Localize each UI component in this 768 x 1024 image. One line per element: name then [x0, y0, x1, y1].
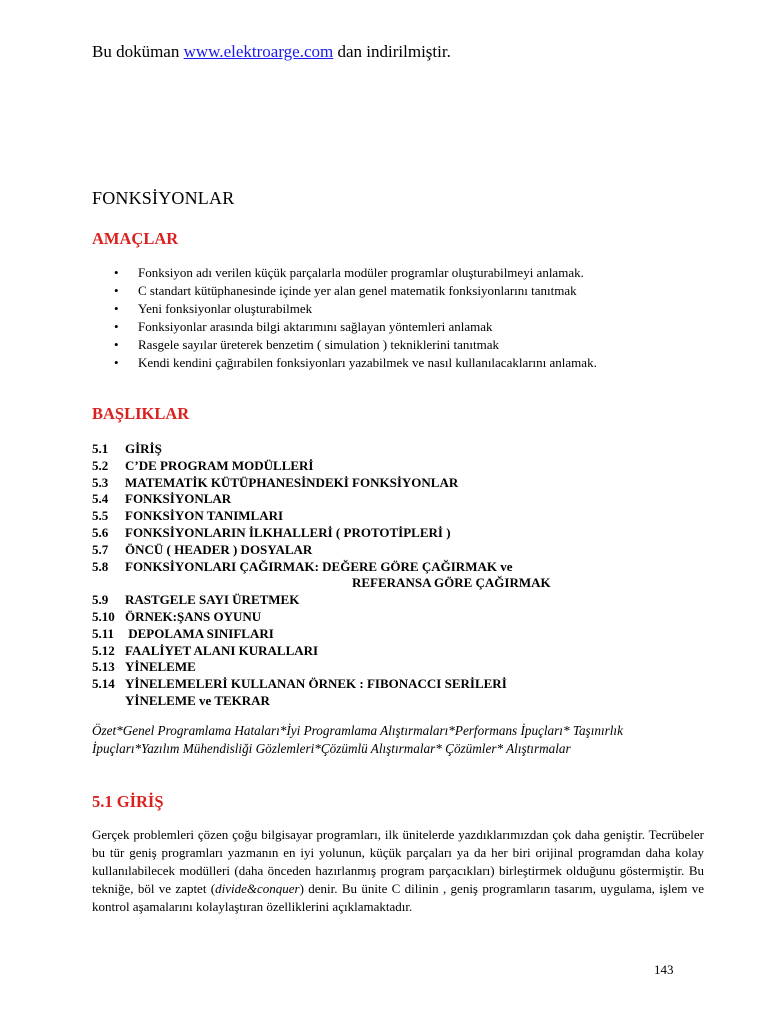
topic-row	[92, 643, 652, 660]
objective-item	[112, 354, 672, 372]
topic-title: YİNELEME	[125, 659, 196, 675]
source-prefix: Bu doküman	[92, 42, 184, 61]
objective-text: Kendi kendini çağırabilen fonksiyonları yazabilmek ve nasıl kullanılacaklarını anlamak.	[138, 355, 597, 370]
topic-number: 5.4	[92, 491, 109, 507]
source-line	[92, 42, 451, 62]
topic-row	[92, 592, 652, 609]
topic-title: FONKSİYONLARIN İLKHALLERİ ( PROTOTİPLERİ )	[125, 524, 451, 540]
intro-paragraph	[92, 826, 704, 916]
objective-text: Rasgele sayılar üreterek benzetim ( simulation ) tekniklerini tanıtmak	[138, 337, 499, 352]
bullet-icon: •	[114, 319, 119, 334]
topic-row	[92, 441, 652, 458]
objectives-heading: AMAÇLAR	[92, 229, 179, 248]
topic-number: 5.14	[92, 676, 115, 692]
topic-row	[92, 626, 652, 643]
intro-heading: 5.1 GİRİŞ	[92, 792, 164, 811]
topic-title: FONKSİYONLARI ÇAĞIRMAK: DEĞERE GÖRE ÇAĞIRMAK ve	[125, 558, 513, 574]
topic-continuation: REFERANSA GÖRE ÇAĞIRMAK	[352, 575, 551, 591]
intro-text-part2: ) denir. Bu ünite C dilinin , geniş programların tasarım, uygulama, işlem ve kontrol aşamalarını kolaylaştıran özelliklerini açıklamaktadır.	[92, 881, 704, 914]
objective-text: Fonksiyonlar arasında bilgi aktarımını sağlayan yöntemleri anlamak	[138, 319, 493, 334]
topic-row	[92, 508, 652, 525]
bullet-icon: •	[114, 337, 119, 352]
topic-row	[92, 491, 652, 508]
bullet-icon: •	[114, 283, 119, 298]
topic-row	[92, 475, 652, 492]
chapter-title: FONKSİYONLAR	[92, 188, 235, 208]
topic-number: 5.7	[92, 541, 109, 557]
bullet-icon: •	[114, 355, 119, 370]
topic-title: FAALİYET ALANI KURALLARI	[125, 642, 319, 658]
topic-number: 5.5	[92, 508, 109, 524]
topic-title: ÖRNEK:ŞANS OYUNU	[125, 608, 262, 624]
objectives-list	[112, 264, 672, 372]
intro-text-italic: divide&conquer	[215, 881, 300, 896]
objective-item	[112, 300, 672, 318]
topic-title: RASTGELE SAYI ÜRETMEK	[125, 592, 300, 608]
topic-continuation: YİNELEME ve TEKRAR	[125, 692, 270, 708]
topic-row	[92, 676, 652, 693]
topic-row	[92, 659, 652, 676]
objective-item	[112, 264, 672, 282]
bullet-icon: •	[114, 301, 119, 316]
topic-title: C’DE PROGRAM MODÜLLERİ	[125, 457, 314, 473]
topic-title: GİRİŞ	[125, 441, 162, 456]
topic-row	[92, 542, 652, 559]
topic-title: FONKSİYON TANIMLARI	[125, 508, 284, 524]
topic-number: 5.13	[92, 659, 115, 675]
topic-number: 5.6	[92, 524, 109, 540]
objective-text: C standart kütüphanesinde içinde yer alan genel matematik fonksiyonlarını tanıtmak	[138, 283, 577, 298]
topics-heading: BAŞLIKLAR	[92, 404, 190, 423]
objective-text: Yeni fonksiyonlar oluşturabilmek	[138, 301, 313, 316]
topic-title: FONKSİYONLAR	[125, 491, 232, 507]
topic-row	[92, 609, 652, 626]
topics-list	[92, 441, 652, 710]
topic-number: 5.1	[92, 441, 109, 456]
objective-text: Fonksiyon adı verilen küçük parçalarla modüler programlar oluşturabilmeyi anlamak.	[138, 265, 584, 280]
source-suffix: dan indirilmiştir.	[333, 42, 451, 61]
topic-number: 5.2	[92, 457, 109, 473]
objective-item	[112, 336, 672, 354]
topic-number: 5.12	[92, 642, 115, 658]
bullet-icon: •	[114, 265, 119, 280]
topic-number: 5.11	[92, 625, 115, 641]
topic-number: 5.10	[92, 608, 115, 624]
intro-text-part1: Gerçek problemleri çözen çoğu bilgisayar programları, ilk ünitelerde yazdıklarımızdan çok daha geniştir. Tecrübeler bu tür geniş programları yazmanın en iyi yolunun, küçük parçaları ya da her biri orijinal programdan daha kolay kullanılabilecek modülleri (daha önceden hazırlanmış program parçacıkları) birleştirmek olduğunu göstermiştir. Bu tekniğe, böl ve zaptet (	[92, 827, 704, 896]
topic-row	[92, 559, 652, 576]
objective-item	[112, 318, 672, 336]
topic-title: ÖNCÜ ( HEADER ) DOSYALAR	[125, 541, 313, 557]
summary-line: Özet*Genel Programlama Hataları*İyi Programlama Alıştırmaları*Performans İpuçları* Taşınırlık İpuçları*Yazılım Mühendisliği Gözlemleri*Çözümlü Alıştırmalar* Çözümler* Alıştırmalar	[92, 723, 623, 756]
topic-title: MATEMATİK KÜTÜPHANESİNDEKİ FONKSİYONLAR	[125, 474, 459, 490]
topic-number: 5.3	[92, 474, 109, 490]
source-link[interactable]: www.elektroarge.com	[183, 42, 334, 61]
objective-item	[112, 282, 672, 300]
topic-title: DEPOLAMA SINIFLARI	[125, 625, 274, 641]
page-number: 143	[654, 962, 674, 977]
topic-number: 5.8	[92, 558, 109, 574]
topic-number: 5.9	[92, 592, 109, 608]
topic-row	[92, 458, 652, 475]
topic-row	[92, 525, 652, 542]
topic-title: YİNELEMELERİ KULLANAN ÖRNEK : FIBONACCI SERİLERİ	[125, 676, 507, 692]
